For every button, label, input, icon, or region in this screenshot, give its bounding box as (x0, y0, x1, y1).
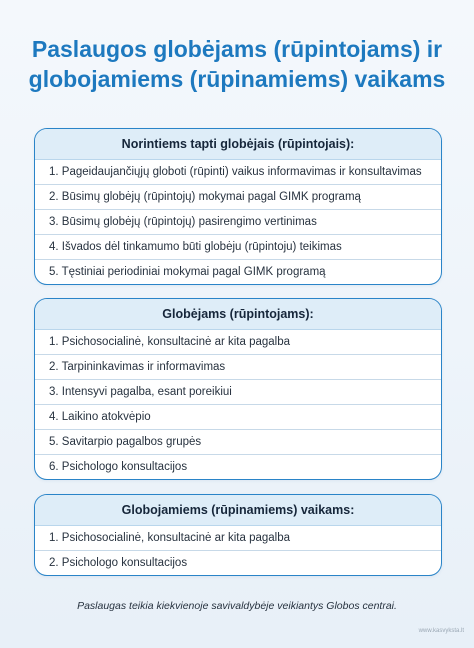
section-card-future-guardians (34, 128, 442, 285)
section-heading: Globėjams (rūpintojams): (35, 299, 441, 330)
list-item: 1. Psichosocialinė, konsultacinė ar kita pagalba (35, 526, 441, 551)
list-item: 5. Tęstiniai periodiniai mokymai pagal GIMK programą (49, 266, 326, 278)
list-item: 2. Būsimų globėjų (rūpintojų) mokymai pagal GIMK programą (35, 185, 441, 210)
page-title-line-1: Paslaugos globėjams (rūpintojams) ir (31, 36, 443, 62)
list-item: 2. Tarpininkavimas ir informavimas (35, 355, 441, 380)
section-card-guardians (34, 298, 442, 480)
section-heading: Norintiems tapti globėjais (rūpintojais): (35, 129, 441, 160)
page-title (0, 34, 474, 94)
list-item: 2. Psichologo konsultacijos (49, 557, 188, 569)
list-item: 6. Psichologo konsultacijos (49, 461, 188, 473)
page-title-line-2: globojamiems (rūpinamiems) vaikams (28, 66, 446, 92)
list-item: 3. Intensyvi pagalba, esant poreikiui (35, 380, 441, 405)
source-credit: www.kasvyksta.lt (418, 628, 464, 634)
list-item: 4. Išvados dėl tinkamumo būti globėju (rūpintoju) teikimas (35, 235, 441, 260)
list-item: 4. Laikino atokvėpio (35, 405, 441, 430)
section-heading: Globojamiems (rūpinamiems) vaikams: (35, 495, 441, 526)
list-item: 5. Savitarpio pagalbos grupės (35, 430, 441, 455)
footer-note: Paslaugas teikia kiekvienoje savivaldybėje veikiantys Globos centrai. (77, 600, 397, 612)
list-item: 3. Būsimų globėjų (rūpintojų) pasirengimo vertinimas (35, 210, 441, 235)
list-item: 1. Psichosocialinė, konsultacinė ar kita pagalba (35, 330, 441, 355)
section-card-children (34, 494, 442, 576)
list-item: 1. Pageidaujančiųjų globoti (rūpinti) vaikus informavimas ir konsultavimas (35, 160, 441, 185)
